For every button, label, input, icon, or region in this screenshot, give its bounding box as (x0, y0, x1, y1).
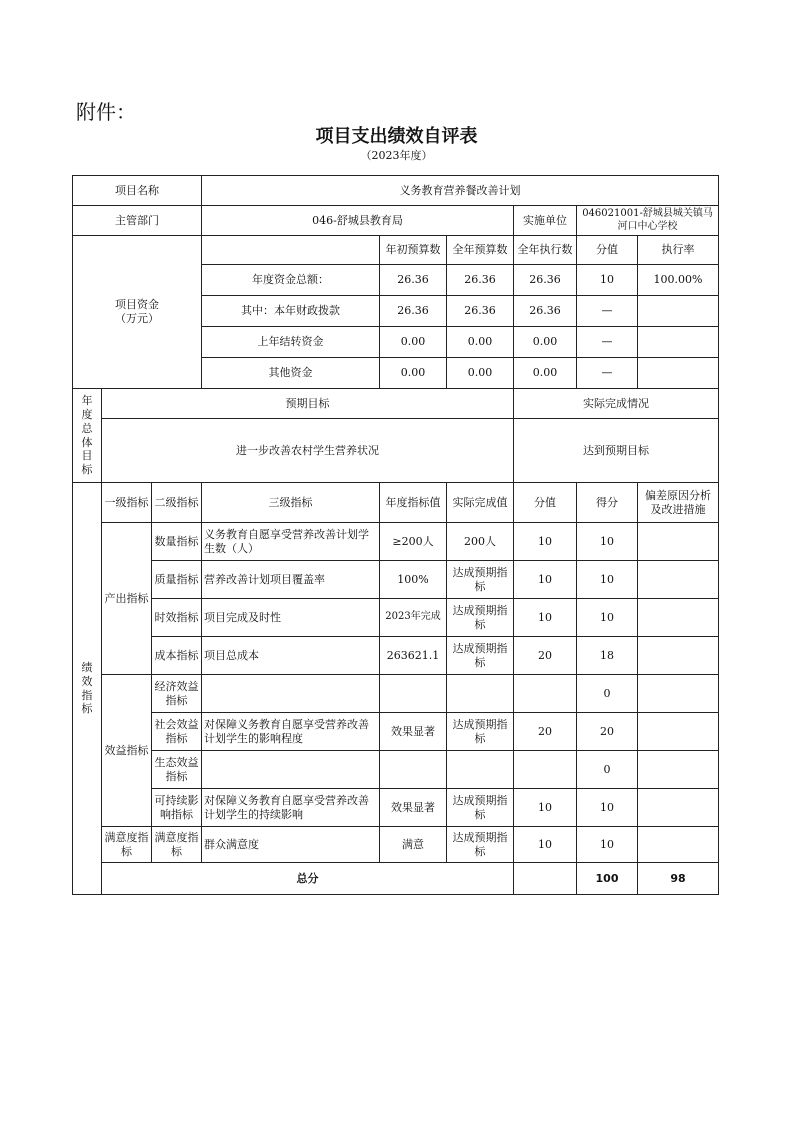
perf-target: 效果显著 (380, 789, 447, 827)
perf-reason (638, 561, 719, 599)
total-blank (514, 863, 577, 895)
funds-cell: 0.00 (514, 358, 577, 389)
perf-row (73, 713, 719, 751)
perf-l3: 义务教育自愿享受营养改善计划学生数（人） (202, 523, 380, 561)
perf-got: 0 (577, 751, 638, 789)
perf-l3: 项目完成及时性 (202, 599, 380, 637)
perf-target: 100% (380, 561, 447, 599)
perf-l3 (202, 675, 380, 713)
perf-reason (638, 599, 719, 637)
funds-header-col3: 全年执行数 (514, 236, 577, 265)
perf-got: 10 (577, 561, 638, 599)
perf-group-satisfaction: 满意度指标 (102, 827, 152, 863)
perf-header-got: 得分 (577, 483, 638, 523)
perf-got: 10 (577, 827, 638, 863)
perf-reason (638, 713, 719, 751)
perf-l2: 数量指标 (152, 523, 202, 561)
perf-l3: 群众满意度 (202, 827, 380, 863)
perf-label-text: 绩 效 指 标 (81, 661, 93, 716)
perf-actual: 达成预期指标 (447, 637, 514, 675)
perf-reason (638, 637, 719, 675)
total-label: 总分 (102, 863, 514, 895)
perf-actual: 达成预期指标 (447, 599, 514, 637)
perf-score (514, 751, 577, 789)
perf-score: 10 (514, 599, 577, 637)
funds-header-col5: 执行率 (638, 236, 719, 265)
perf-got: 0 (577, 675, 638, 713)
perf-score: 20 (514, 713, 577, 751)
perf-target: 2023年完成 (380, 599, 447, 637)
perf-group-output: 产出指标 (102, 523, 152, 675)
perf-reason (638, 751, 719, 789)
funds-cell (638, 327, 719, 358)
perf-score: 10 (514, 827, 577, 863)
funds-cell: 0.00 (447, 327, 514, 358)
project-name-label: 项目名称 (73, 176, 202, 206)
perf-header-l2: 二级指标 (152, 483, 202, 523)
perf-l3: 营养改善计划项目覆盖率 (202, 561, 380, 599)
perf-got: 10 (577, 523, 638, 561)
total-row (73, 863, 719, 895)
perf-header-l3: 三级指标 (202, 483, 380, 523)
self-evaluation-table (72, 175, 719, 895)
perf-target: 满意 (380, 827, 447, 863)
department-row (73, 206, 719, 236)
goals-label-text: 年 度 总 体 目 标 (81, 394, 93, 476)
funds-cell: — (577, 358, 638, 389)
funds-cell: 0.00 (514, 327, 577, 358)
perf-score: 10 (514, 789, 577, 827)
perf-row (73, 827, 719, 863)
perf-l2: 满意度指标 (152, 827, 202, 863)
perf-header-reason: 偏差原因分析及改进措施 (638, 483, 719, 523)
funds-cell (638, 358, 719, 389)
perf-score: 20 (514, 637, 577, 675)
perf-l3: 对保障义务教育自愿享受营养改善计划学生的影响程度 (202, 713, 380, 751)
perf-l2: 可持续影响指标 (152, 789, 202, 827)
funds-cell: 26.36 (380, 265, 447, 296)
goals-expected-header: 预期目标 (102, 389, 514, 419)
perf-reason (638, 827, 719, 863)
total-score: 100 (577, 863, 638, 895)
perf-header-score: 分值 (514, 483, 577, 523)
page-subtitle: （2023年度） (360, 149, 433, 162)
perf-actual (447, 675, 514, 713)
page-title: 项目支出绩效自评表 (315, 126, 478, 147)
funds-cell: — (577, 327, 638, 358)
perf-actual: 达成预期指标 (447, 827, 514, 863)
perf-l2: 经济效益指标 (152, 675, 202, 713)
funds-header-blank (202, 236, 380, 265)
goals-actual-header: 实际完成情况 (514, 389, 719, 419)
funds-header-row (73, 236, 719, 265)
perf-got: 10 (577, 789, 638, 827)
perf-l2: 成本指标 (152, 637, 202, 675)
perf-reason (638, 789, 719, 827)
perf-l3: 对保障义务教育自愿享受营养改善计划学生的持续影响 (202, 789, 380, 827)
perf-row (73, 637, 719, 675)
funds-cell: 0.00 (380, 358, 447, 389)
perf-target (380, 751, 447, 789)
perf-l2: 生态效益指标 (152, 751, 202, 789)
perf-got: 20 (577, 713, 638, 751)
perf-header-l1: 一级指标 (102, 483, 152, 523)
perf-target: 效果显著 (380, 713, 447, 751)
funds-cell: 0.00 (380, 327, 447, 358)
funds-row-label: 其中：本年财政拨款 (202, 296, 380, 327)
funds-row-label: 其他资金 (202, 358, 380, 389)
funds-cell: 26.36 (380, 296, 447, 327)
perf-actual: 200人 (447, 523, 514, 561)
perf-l2: 时效指标 (152, 599, 202, 637)
goals-value-row (73, 419, 719, 483)
funds-cell: 10 (577, 265, 638, 296)
perf-actual: 达成预期指标 (447, 713, 514, 751)
funds-cell: 26.36 (447, 265, 514, 296)
funds-cell: — (577, 296, 638, 327)
perf-target (380, 675, 447, 713)
perf-row (73, 751, 719, 789)
unit-value: 046021001-舒城县城关镇马河口中心学校 (577, 206, 719, 236)
goals-actual-value: 达到预期目标 (514, 419, 719, 483)
perf-l2: 社会效益指标 (152, 713, 202, 751)
perf-header-actual: 实际完成值 (447, 483, 514, 523)
funds-header-col2: 全年预算数 (447, 236, 514, 265)
perf-header-row (73, 483, 719, 523)
perf-row (73, 599, 719, 637)
funds-cell: 26.36 (514, 296, 577, 327)
funds-row-label: 年度资金总额： (202, 265, 380, 296)
total-got: 98 (638, 863, 719, 895)
perf-l3: 项目总成本 (202, 637, 380, 675)
attachment-label: 附件： (76, 100, 136, 124)
goals-header-row (73, 389, 719, 419)
dept-label: 主管部门 (73, 206, 202, 236)
perf-row (73, 523, 719, 561)
funds-cell: 100.00% (638, 265, 719, 296)
perf-row (73, 675, 719, 713)
perf-row (73, 561, 719, 599)
perf-header-target: 年度指标值 (380, 483, 447, 523)
perf-actual: 达成预期指标 (447, 789, 514, 827)
funds-label (73, 236, 202, 389)
funds-cell: 26.36 (514, 265, 577, 296)
perf-target: 263621.1 (380, 637, 447, 675)
perf-actual: 达成预期指标 (447, 561, 514, 599)
funds-header-col4: 分值 (577, 236, 638, 265)
perf-target: ≥200人 (380, 523, 447, 561)
perf-reason (638, 523, 719, 561)
perf-label (73, 483, 102, 895)
funds-cell: 26.36 (447, 296, 514, 327)
perf-got: 10 (577, 599, 638, 637)
dept-value: 046-舒城县教育局 (202, 206, 514, 236)
funds-label-line1: 项目资金 (115, 298, 159, 312)
goals-expected-value: 进一步改善农村学生营养状况 (102, 419, 514, 483)
perf-actual (447, 751, 514, 789)
funds-cell (638, 296, 719, 327)
project-name-value: 义务教育营养餐改善计划 (202, 176, 719, 206)
perf-got: 18 (577, 637, 638, 675)
perf-score: 10 (514, 523, 577, 561)
funds-row-label: 上年结转资金 (202, 327, 380, 358)
goals-label (73, 389, 102, 483)
perf-score (514, 675, 577, 713)
funds-cell: 0.00 (447, 358, 514, 389)
perf-l3 (202, 751, 380, 789)
perf-group-benefit: 效益指标 (102, 675, 152, 827)
funds-header-col1: 年初预算数 (380, 236, 447, 265)
perf-reason (638, 675, 719, 713)
funds-label-line2: （万元） (115, 312, 159, 325)
project-name-row (73, 176, 719, 206)
perf-l2: 质量指标 (152, 561, 202, 599)
unit-label: 实施单位 (514, 206, 577, 236)
perf-row (73, 789, 719, 827)
perf-score: 10 (514, 561, 577, 599)
